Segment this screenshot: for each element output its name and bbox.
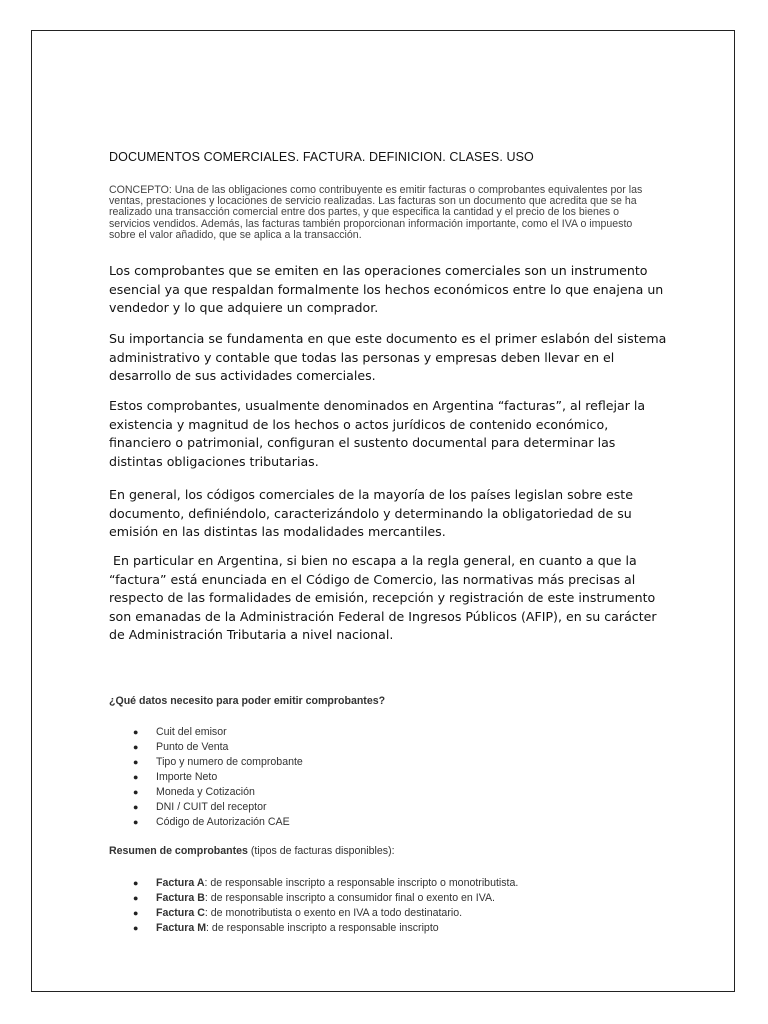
requirements-list [109, 725, 669, 830]
bullet-icon: ● [133, 772, 139, 782]
invoice-type-desc: : de monotributista o exento en IVA a todo destinatario. [204, 907, 463, 919]
list-item [109, 755, 669, 770]
invoice-type-name: Factura C [156, 907, 205, 919]
list-item-text: Punto de Venta [156, 741, 229, 753]
bullet-icon: ● [133, 787, 139, 797]
bullet-icon: ● [133, 817, 139, 827]
list-item-text: Tipo y numero de comprobante [156, 756, 303, 768]
body-paragraph: Los comprobantes que se emiten en las operaciones comerciales son un instrumento esencial ya que respaldan formalmente los hechos económicos entre lo que enajena un vendedor y lo que adquiere un comprador. [109, 263, 664, 316]
list-item [109, 800, 669, 815]
body-paragraph: En particular en Argentina, si bien no escapa a la regla general, en cuanto a que la “factura” está enunciada en el Código de Comercio, las normativas más precisas al respecto de las formalidades de emisión, recepción y registración de este instrumento son emanadas de la Administración Federal de Ingresos Públicos (AFIP), en su carácter de Administración Tributaria a nivel nacional. [109, 553, 661, 643]
body-paragraph: Estos comprobantes, usualmente denominados en Argentina “facturas”, al reflejar la existencia y magnitud de los hechos o actos jurídicos de contenido económico, financiero o patrimonial, configuran el sustento documental para determinar las distintas obligaciones tributarias. [109, 398, 646, 469]
bullet-icon: ● [133, 757, 139, 767]
concept-paragraph: CONCEPTO: Una de las obligaciones como contribuyente es emitir facturas o comprobantes equivalentes por las ventas, prestaciones y locaciones de servicio realizadas. Las facturas son un documento que acredita que se ha realizado una transacción comercial entre dos partes, y que especifica la cantidad y el precio de los bienes o servicios vendidos. Además, las facturas también proporcionan información importante, como el IVA o impuesto sobre el valor añadido, que se aplica a la transacción. [109, 184, 643, 241]
list-item [109, 725, 669, 740]
invoice-type-desc: : de responsable inscripto a responsable inscripto [206, 922, 439, 934]
list-item-text: Moneda y Cotización [156, 786, 255, 798]
bullet-icon: ● [133, 742, 139, 752]
list-item [109, 740, 669, 755]
invoice-type-name: Factura A [156, 877, 205, 889]
list-item-text: Código de Autorización CAE [156, 816, 290, 828]
list-item [109, 785, 669, 800]
invoice-type-desc: : de responsable inscripto a responsable inscripto o monotributista. [204, 877, 519, 889]
list-item [109, 921, 669, 936]
invoice-types-list [109, 876, 669, 936]
list-item-text: DNI / CUIT del receptor [156, 801, 267, 813]
summary-heading-rest: (tipos de facturas disponibles): [247, 845, 395, 857]
bullet-icon: ● [133, 923, 139, 933]
bullet-icon: ● [133, 802, 139, 812]
bullet-icon: ● [133, 893, 139, 903]
list-item [109, 906, 669, 921]
list-item-text: Importe Neto [156, 771, 218, 783]
requirements-heading: ¿Qué datos necesito para poder emitir comprobantes? [109, 695, 386, 707]
invoice-type-name: Factura M [156, 922, 207, 934]
document-title: DOCUMENTOS COMERCIALES. FACTURA. DEFINICION. CLASES. USO [109, 150, 534, 164]
bullet-icon: ● [133, 878, 139, 888]
summary-heading [109, 845, 669, 857]
summary-heading-bold: Resumen de comprobantes [109, 845, 248, 857]
document-page [31, 30, 735, 992]
invoice-type-desc: : de responsable inscripto a consumidor final o exento en IVA. [204, 892, 495, 904]
list-item [109, 815, 669, 830]
list-item [109, 770, 669, 785]
body-paragraph: Su importancia se fundamenta en que este documento es el primer eslabón del sistema administrativo y contable que todas las personas y empresas deben llevar en el desarrollo de sus actividades comerciales. [109, 331, 667, 384]
bullet-icon: ● [133, 727, 139, 737]
bullet-icon: ● [133, 908, 139, 918]
invoice-type-name: Factura B [156, 892, 205, 904]
body-paragraph: En general, los códigos comerciales de la mayoría de los países legislan sobre este documento, definiéndolo, caracterizándolo y determinando la obligatoriedad de su emisión en las distintas las modalidades mercantiles. [109, 487, 633, 540]
list-item-text: Cuit del emisor [156, 726, 227, 738]
list-item [109, 876, 669, 891]
list-item [109, 891, 669, 906]
